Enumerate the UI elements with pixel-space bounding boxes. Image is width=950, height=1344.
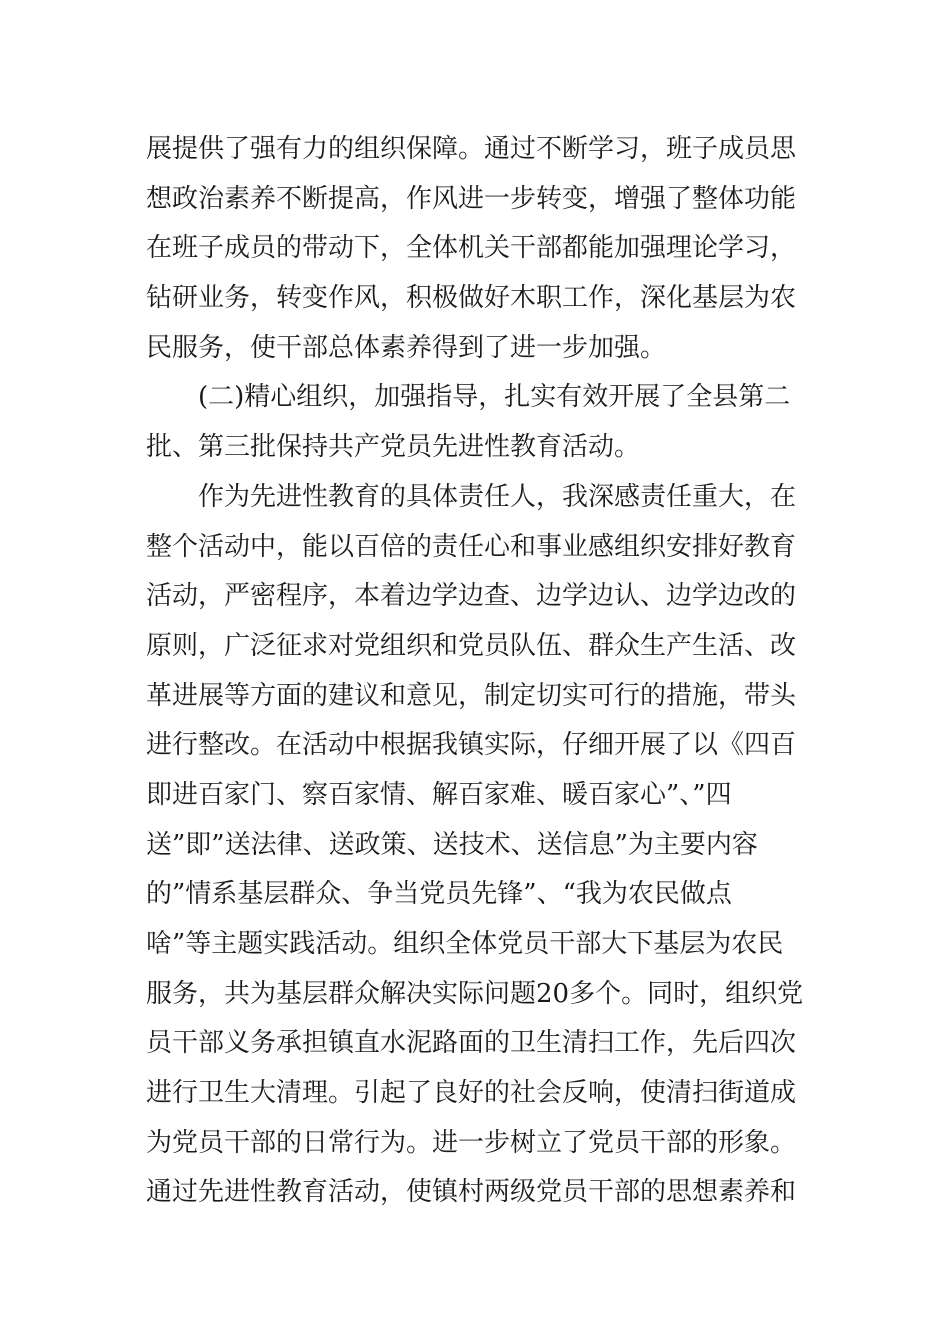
text-line: 即进百家门、察百家情、解百家难、暖百家心”、”四 [146, 779, 732, 810]
paragraph-start: 作为先进性教育的具体责任人，我深感责任重大，在 [198, 481, 797, 512]
text-line: 原则，广泛征求对党组织和党员队伍、群众生产生活、改 [146, 630, 797, 661]
text-line: 民服务，使干部总体素养得到了进一步加强。 [146, 332, 667, 363]
text-line: 为党员干部的日常行为。进一步树立了党员干部的形象。 [146, 1127, 797, 1158]
text-line: 在班子成员的带动下，全体机关干部都能加强理论学习， [146, 233, 797, 264]
text-line: 展提供了强有力的组织保障。通过不断学习，班子成员思 [146, 134, 797, 164]
text-line: 革进展等方面的建议和意见，制定切实可行的措施，带头 [146, 680, 797, 711]
text-line: 钻研业务，转变作风，积极做好木职工作，深化基层为农 [146, 283, 797, 314]
text-line: 服务，共为基层群众解决实际问题20多个。同时，组织党 [146, 978, 804, 1009]
document-body [146, 125, 816, 1218]
section-heading: (二)精心组织，加强指导，扎实有效开展了全县第二 [198, 382, 791, 413]
text-line: 啥”等主题实践活动。组织全体党员干部大下基层为农民 [146, 929, 784, 959]
text-line: 通过先进性教育活动，使镇村两级党员干部的思想素养和 [146, 1177, 797, 1208]
text-line: 员干部义务承担镇直水泥路面的卫生清扫工作，先后四次 [146, 1028, 797, 1059]
text-line: 的”情系基层群众、争当党员先锋”、“我为农民做点 [146, 879, 732, 910]
text-line: 想政治素养不断提高，作风进一步转变，增强了整体功能 [146, 183, 797, 214]
text-line: 整个活动中，能以百倍的责任心和事业感组织安排好教育 [146, 531, 797, 562]
text-line: 进行卫生大清理。引起了良好的社会反响，使清扫街道成 [146, 1078, 797, 1109]
section-heading-continuation: 批、第三批保持共产党员先进性教育活动。 [146, 432, 641, 463]
text-line: 送”即”送法律、送政策、送技术、送信息”为主要内容 [146, 829, 758, 860]
text-line: 活动，严密程序，本着边学边查、边学边认、边学边改的 [146, 581, 797, 612]
text-line: 进行整改。在活动中根据我镇实际，仔细开展了以《四百 [146, 730, 797, 761]
